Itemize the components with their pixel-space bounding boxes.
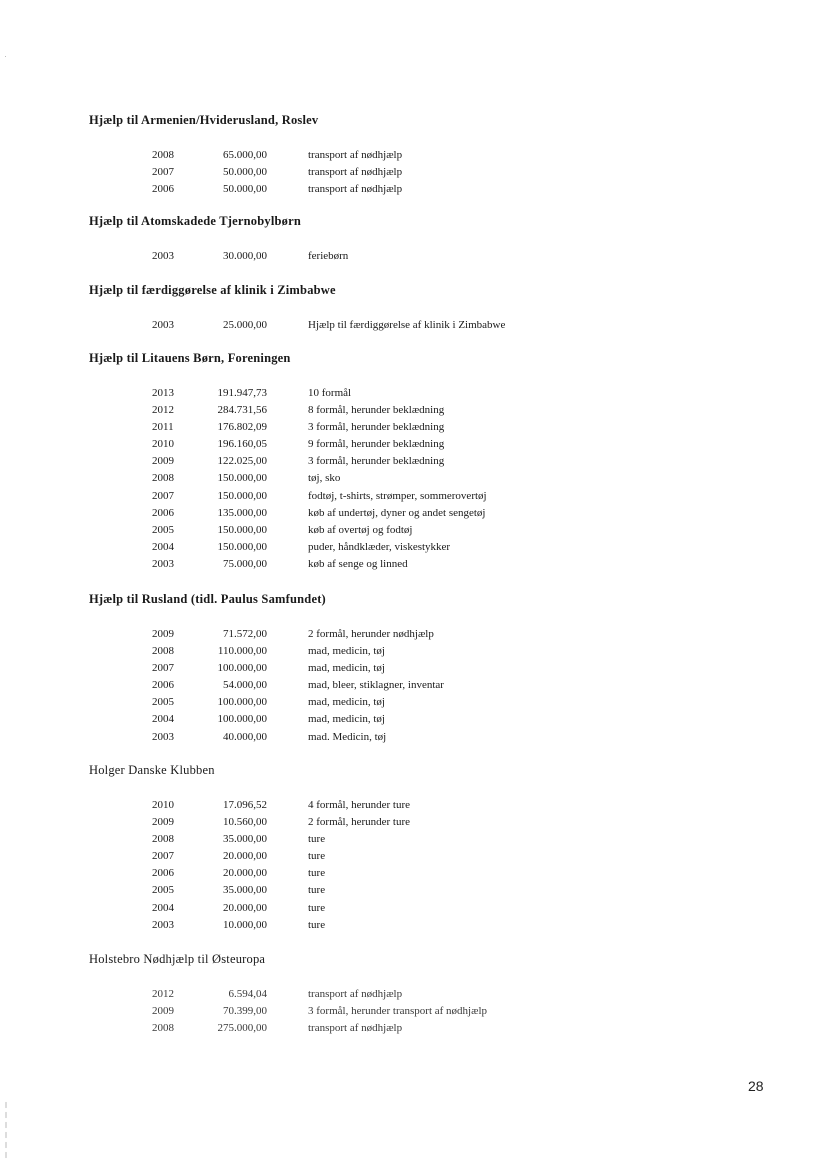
- description-cell: 2 formål, herunder ture: [308, 816, 411, 829]
- year-cell: 2008: [152, 1022, 174, 1035]
- year-cell: 2003: [152, 730, 174, 743]
- section-rows: [0, 988, 825, 1039]
- description-cell: 8 formål, herunder beklædning: [308, 404, 445, 417]
- table-row: [0, 507, 825, 524]
- table-row: [0, 490, 825, 507]
- table-row: [0, 679, 825, 696]
- description-cell: 4 formål, herunder ture: [308, 799, 411, 811]
- year-cell: 2007: [152, 850, 174, 863]
- year-cell: 2008: [152, 645, 174, 658]
- section-title: Hjælp til Litauens Børn, Foreningen: [89, 351, 291, 365]
- amount-cell: 25.000,00: [223, 319, 267, 331]
- year-cell: 2009: [152, 455, 174, 468]
- table-row: [0, 558, 825, 575]
- amount-cell: 50.000,00: [223, 183, 267, 196]
- description-cell: mad, medicin, tøj: [308, 713, 385, 726]
- table-row: [0, 387, 825, 404]
- table-row: [0, 149, 825, 166]
- section-title: Hjælp til Rusland (tidl. Paulus Samfundet): [89, 592, 326, 606]
- amount-cell: 75.000,00: [223, 557, 267, 570]
- year-cell: 2003: [152, 250, 174, 262]
- section-title: Hjælp til færdiggørelse af klinik i Zimbabwe: [89, 283, 336, 297]
- description-cell: 3 formål, herunder beklædning: [308, 455, 445, 468]
- amount-cell: 35.000,00: [223, 884, 267, 897]
- description-cell: fodtøj, t-shirts, strømper, sommerovertøj: [308, 489, 487, 502]
- amount-cell: 65.000,00: [223, 149, 267, 161]
- table-row: [0, 541, 825, 558]
- table-row: [0, 902, 825, 919]
- description-cell: feriebørn: [308, 250, 349, 262]
- description-cell: transport af nødhjælp: [308, 166, 403, 179]
- amount-cell: 150.000,00: [217, 523, 267, 536]
- table-row: [0, 250, 825, 267]
- amount-cell: 100.000,00: [217, 696, 267, 709]
- year-cell: 2011: [152, 421, 174, 434]
- table-row: [0, 713, 825, 730]
- description-cell: ture: [308, 884, 326, 897]
- description-cell: 9 formål, herunder beklædning: [308, 438, 445, 451]
- table-row: [0, 455, 825, 472]
- year-cell: 2008: [152, 833, 174, 846]
- amount-cell: 100.000,00: [217, 662, 267, 675]
- year-cell: 2007: [152, 489, 174, 502]
- year-cell: 2003: [152, 557, 174, 570]
- description-cell: transport af nødhjælp: [308, 988, 403, 1000]
- table-row: [0, 884, 825, 901]
- amount-cell: 10.560,00: [223, 816, 267, 829]
- year-cell: 2005: [152, 696, 174, 709]
- year-cell: 2010: [152, 799, 174, 811]
- year-cell: 2010: [152, 438, 174, 451]
- section-rows: [0, 387, 825, 575]
- amount-cell: 176.802,09: [217, 421, 267, 434]
- amount-cell: 150.000,00: [217, 472, 267, 485]
- year-cell: 2005: [152, 523, 174, 536]
- amount-cell: 100.000,00: [217, 713, 267, 726]
- amount-cell: 54.000,00: [223, 679, 267, 692]
- table-row: [0, 867, 825, 884]
- section-rows: [0, 250, 825, 267]
- amount-cell: 71.572,00: [223, 628, 267, 640]
- section-rows: [0, 149, 825, 200]
- description-cell: 2 formål, herunder nødhjælp: [308, 628, 434, 640]
- year-cell: 2004: [152, 713, 174, 726]
- description-cell: mad, bleer, stiklagner, inventar: [308, 679, 444, 692]
- table-row: [0, 850, 825, 867]
- year-cell: 2006: [152, 679, 174, 692]
- description-cell: tøj, sko: [308, 472, 341, 485]
- year-cell: 2013: [152, 387, 174, 399]
- description-cell: køb af senge og linned: [308, 557, 408, 570]
- year-cell: 2004: [152, 540, 174, 553]
- year-cell: 2009: [152, 628, 174, 640]
- table-row: [0, 1022, 825, 1039]
- year-cell: 2009: [152, 1005, 174, 1018]
- table-row: [0, 524, 825, 541]
- section-rows: [0, 799, 825, 936]
- year-cell: 2008: [152, 472, 174, 485]
- table-row: [0, 816, 825, 833]
- amount-cell: 10.000,00: [223, 918, 267, 931]
- scan-artifact: [5, 56, 6, 57]
- amount-cell: 135.000,00: [217, 506, 267, 519]
- description-cell: mad, medicin, tøj: [308, 696, 385, 709]
- amount-cell: 150.000,00: [217, 540, 267, 553]
- amount-cell: 50.000,00: [223, 166, 267, 179]
- section-rows: [0, 319, 825, 336]
- description-cell: 3 formål, herunder transport af nødhjælp: [308, 1005, 488, 1018]
- amount-cell: 275.000,00: [217, 1022, 267, 1035]
- description-cell: køb af overtøj og fodtøj: [308, 523, 413, 536]
- description-cell: transport af nødhjælp: [308, 149, 403, 161]
- amount-cell: 70.399,00: [223, 1005, 267, 1018]
- section-title: Hjælp til Armenien/Hviderusland, Roslev: [89, 113, 319, 127]
- table-row: [0, 799, 825, 816]
- table-row: [0, 183, 825, 200]
- table-row: [0, 421, 825, 438]
- year-cell: 2008: [152, 149, 174, 161]
- year-cell: 2006: [152, 506, 174, 519]
- year-cell: 2007: [152, 662, 174, 675]
- table-row: [0, 166, 825, 183]
- year-cell: 2012: [152, 988, 174, 1000]
- amount-cell: 20.000,00: [223, 850, 267, 863]
- description-cell: ture: [308, 850, 326, 863]
- amount-cell: 191.947,73: [217, 387, 267, 399]
- year-cell: 2007: [152, 166, 174, 179]
- amount-cell: 20.000,00: [223, 901, 267, 914]
- scan-artifact: [5, 1100, 7, 1160]
- table-row: [0, 628, 825, 645]
- table-row: [0, 404, 825, 421]
- description-cell: mad, medicin, tøj: [308, 645, 385, 658]
- section-title: Hjælp til Atomskadede Tjernobylbørn: [89, 214, 301, 228]
- description-cell: mad. Medicin, tøj: [308, 730, 387, 743]
- amount-cell: 40.000,00: [223, 730, 267, 743]
- description-cell: 10 formål: [308, 387, 352, 399]
- table-row: [0, 662, 825, 679]
- amount-cell: 284.731,56: [217, 404, 267, 417]
- description-cell: transport af nødhjælp: [308, 1022, 403, 1035]
- amount-cell: 6.594,04: [228, 988, 267, 1000]
- table-row: [0, 988, 825, 1005]
- description-cell: Hjælp til færdiggørelse af klinik i Zimbabwe: [308, 319, 506, 331]
- description-cell: transport af nødhjælp: [308, 183, 403, 196]
- description-cell: mad, medicin, tøj: [308, 662, 385, 675]
- table-row: [0, 696, 825, 713]
- description-cell: køb af undertøj, dyner og andet sengetøj: [308, 506, 486, 519]
- description-cell: puder, håndklæder, viskestykker: [308, 540, 451, 553]
- amount-cell: 122.025,00: [217, 455, 267, 468]
- table-row: [0, 919, 825, 936]
- amount-cell: 17.096,52: [223, 799, 267, 811]
- year-cell: 2003: [152, 918, 174, 931]
- section-rows: [0, 628, 825, 748]
- amount-cell: 196.160,05: [217, 438, 267, 451]
- year-cell: 2006: [152, 183, 174, 196]
- year-cell: 2012: [152, 404, 174, 417]
- table-row: [0, 438, 825, 455]
- table-row: [0, 645, 825, 662]
- description-cell: ture: [308, 901, 326, 914]
- table-row: [0, 833, 825, 850]
- table-row: [0, 319, 825, 336]
- year-cell: 2003: [152, 319, 174, 331]
- table-row: [0, 1005, 825, 1022]
- year-cell: 2005: [152, 884, 174, 897]
- table-row: [0, 472, 825, 489]
- year-cell: 2004: [152, 901, 174, 914]
- description-cell: ture: [308, 918, 326, 931]
- amount-cell: 20.000,00: [223, 867, 267, 880]
- description-cell: ture: [308, 867, 326, 880]
- description-cell: 3 formål, herunder beklædning: [308, 421, 445, 434]
- amount-cell: 110.000,00: [217, 645, 267, 658]
- section-title: Holstebro Nødhjælp til Østeuropa: [89, 952, 266, 966]
- amount-cell: 150.000,00: [217, 489, 267, 502]
- page-number: 28: [748, 1078, 764, 1094]
- year-cell: 2009: [152, 816, 174, 829]
- year-cell: 2006: [152, 867, 174, 880]
- section-title: Holger Danske Klubben: [89, 763, 215, 777]
- description-cell: ture: [308, 833, 326, 846]
- amount-cell: 30.000,00: [223, 250, 267, 262]
- amount-cell: 35.000,00: [223, 833, 267, 846]
- table-row: [0, 731, 825, 748]
